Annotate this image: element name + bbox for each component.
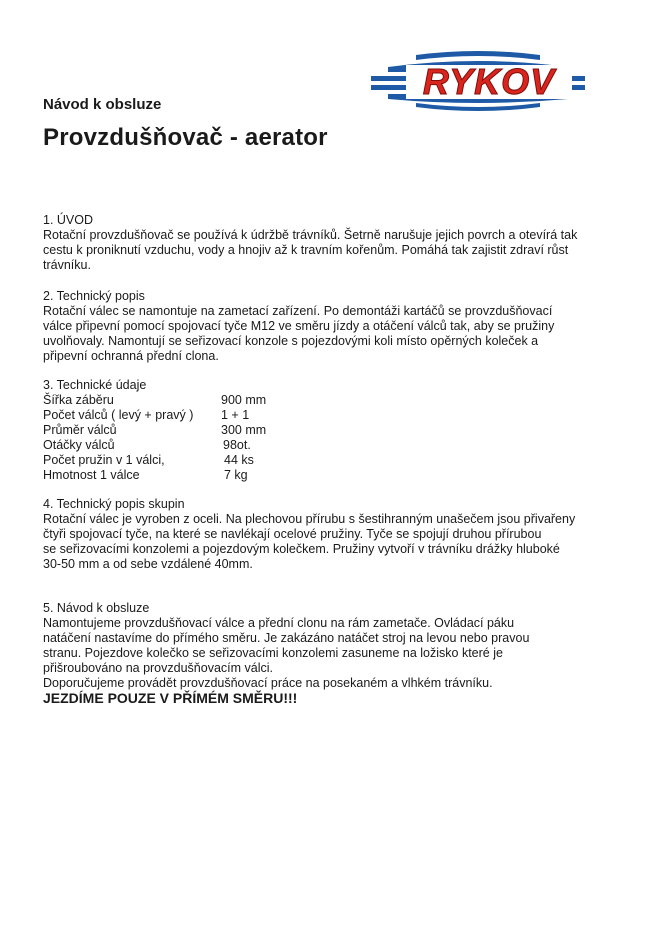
paragraph-line: válce připevní pomocí spojovací tyče M12 ve směru jízdy a otáčení válců tak, aby se pružiny xyxy=(43,319,555,333)
section-heading: 4. Technický popis skupin xyxy=(43,497,185,511)
spec-label: Průměr válců xyxy=(43,423,117,437)
paragraph-line: uvolňovaly. Namontují se seřizovací konzole s pojezdovými koli místo opěrných koleček a xyxy=(43,334,539,348)
spec-row xyxy=(43,393,343,408)
section-uvod xyxy=(43,213,628,273)
paragraph-line: 30-50 mm a od sebe vzdálené 40mm. xyxy=(43,557,253,571)
spec-label: Šířka záběru xyxy=(43,393,114,407)
paragraph-line: se seřizovacími konzolemi a pojezdovým kolečkem. Pružiny vytvoří v trávníku drážky hluboké xyxy=(43,542,560,556)
spec-value: 900 mm xyxy=(221,393,267,407)
document-subtitle: Návod k obsluze xyxy=(43,96,162,113)
paragraph-line: natáčení nastavíme do přímého směru. Je zakázáno natáčet stroj na levou nebo pravou xyxy=(43,631,530,645)
warning-text: JEZDÍME POUZE V PŘÍMÉM SMĚRU!!! xyxy=(43,690,298,706)
spec-row xyxy=(43,468,343,483)
paragraph-line: Namontujeme provzdušňovací válce a přední clonu na rám zametače. Ovládací páku xyxy=(43,616,515,630)
spec-label: Počet pružin v 1 válci, xyxy=(43,453,165,467)
section-heading: 5. Návod k obsluze xyxy=(43,601,150,615)
paragraph-line: Rotační válec je vyroben z oceli. Na plechovou přírubu s šestihranným unašečem jsou přivařeny xyxy=(43,512,576,526)
spec-row xyxy=(43,453,343,468)
paragraph-line: Doporučujeme provádět provzdušňovací práce na posekaném a vlhkém trávníku. xyxy=(43,676,493,690)
paragraph-line: čtyři spojovací tyče, na které se navlékají ocelové pružiny. Tyče se spojují druhou přírubou xyxy=(43,527,542,541)
section-popis-skupin xyxy=(43,497,628,572)
section-heading: 1. ÚVOD xyxy=(43,213,94,227)
spec-value: 98ot. xyxy=(223,438,251,452)
paragraph-line: přišroubováno na provzdušňovacím válci. xyxy=(43,661,273,675)
paragraph-line: Rotační provzdušňovač se používá k údržbě trávníků. Šetrně narušuje jejich povrch a otevírá tak xyxy=(43,228,578,242)
spec-value: 1 + 1 xyxy=(221,408,250,422)
paragraph-line: stranu. Pojezdove kolečko se seřizovacími konzolemi zasuneme na ložisko které je xyxy=(43,646,503,660)
spec-row xyxy=(43,408,343,423)
spec-label: Hmotnost 1 válce xyxy=(43,468,140,482)
document-title: Provzdušňovač - aerator xyxy=(43,124,328,151)
spec-value: 44 ks xyxy=(224,453,254,467)
section-technicky-popis xyxy=(43,289,628,364)
section-heading: 3. Technické údaje xyxy=(43,378,147,392)
spec-value: 7 kg xyxy=(224,468,248,482)
spec-row xyxy=(43,438,343,453)
section-navod-k-obsluze xyxy=(43,601,628,706)
spec-label: Počet válců ( levý + pravý ) xyxy=(43,408,194,422)
section-heading: 2. Technický popis xyxy=(43,289,145,303)
spec-value: 300 mm xyxy=(221,423,267,437)
spec-row xyxy=(43,423,343,438)
rykov-logo xyxy=(368,49,588,113)
paragraph-line: Rotační válec se namontuje na zametací zařízení. Po demontáži kartáčů se provzdušňovací xyxy=(43,304,553,318)
logo-wordmark: RYKOV xyxy=(422,61,556,102)
section-technicke-udaje xyxy=(43,378,343,483)
paragraph-line: připevní ochranná přední clona. xyxy=(43,349,219,363)
paragraph-line: trávníku. xyxy=(43,258,91,272)
spec-label: Otáčky válců xyxy=(43,438,115,452)
paragraph-line: cestu k proniknutí vzduchu, vody a hnojiv až k travním kořenům. Pomáhá tak zajistit zdraví růst xyxy=(43,243,569,257)
